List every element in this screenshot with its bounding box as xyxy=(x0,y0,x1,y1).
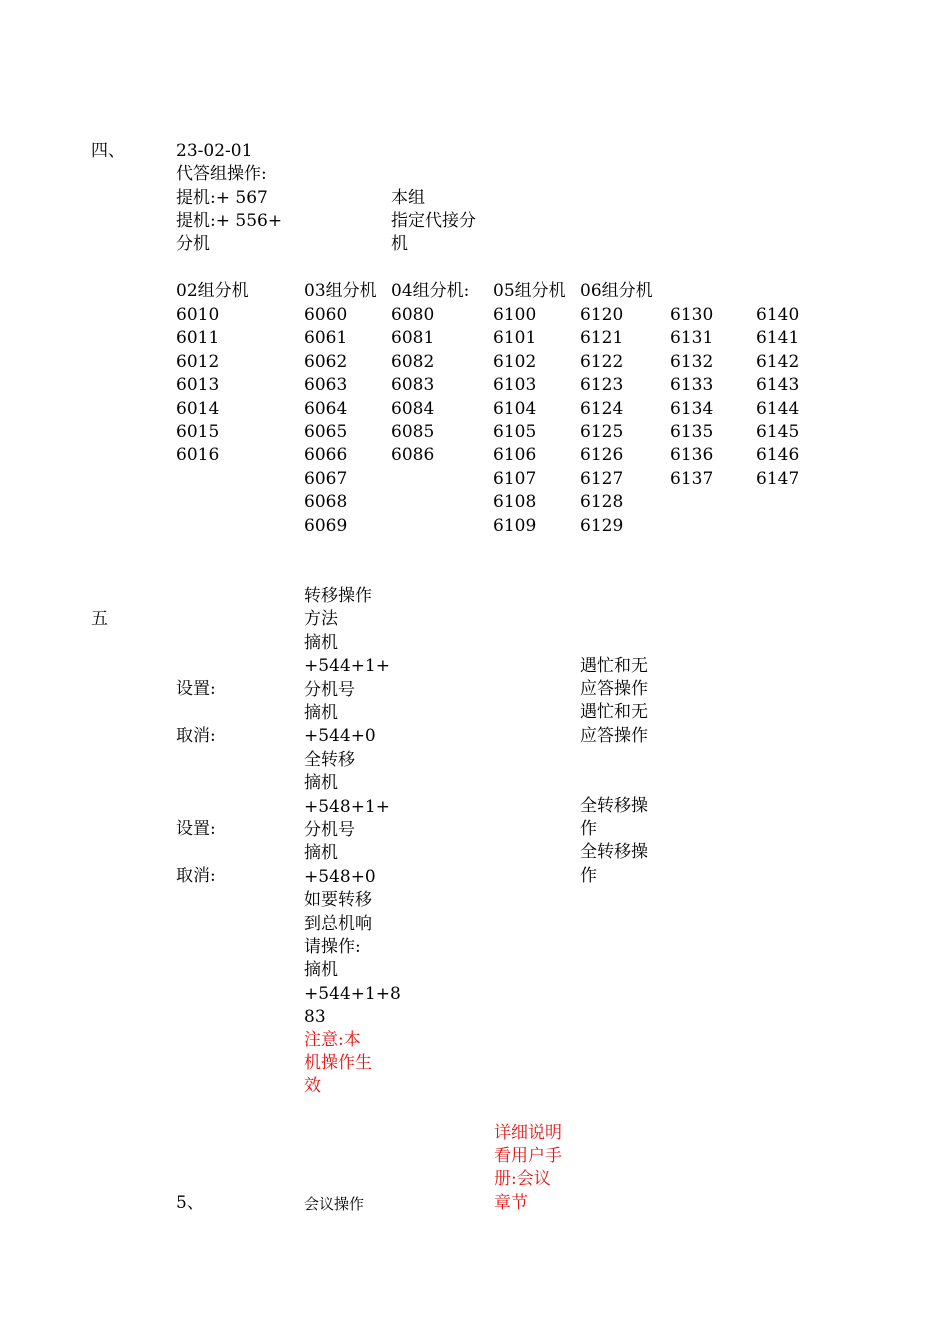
extension-number: 6132 xyxy=(670,351,714,372)
extension-number: 6082 xyxy=(391,351,435,372)
extension-number: 6144 xyxy=(756,398,800,419)
extension-number: 6086 xyxy=(391,445,435,466)
label-cancel-all: 取消: xyxy=(176,866,216,886)
extension-number: 6137 xyxy=(670,468,714,489)
extension-number: 6107 xyxy=(493,468,537,489)
extension-number: 6080 xyxy=(391,305,435,325)
instruction-line: 全转移 xyxy=(304,749,355,770)
instruction-line: +548+0 xyxy=(304,866,376,887)
extension-number: 6120 xyxy=(580,305,624,325)
group-header: 05组分机 xyxy=(493,281,566,301)
desc-busy-4: 应答操作 xyxy=(580,726,648,746)
desc-busy-3: 遇忙和无 xyxy=(580,702,648,722)
desc-all-3: 全转移操 xyxy=(580,842,648,862)
extension-number: 6064 xyxy=(304,398,348,419)
section-marker-5: 五 xyxy=(91,609,108,629)
extension-number: 6143 xyxy=(756,375,800,396)
instruction-line: 摘机 xyxy=(304,843,338,864)
instruction-line: +544+0 xyxy=(304,726,376,747)
extension-number: 6127 xyxy=(580,468,624,489)
extension-number: 6067 xyxy=(304,468,348,489)
note-line-2: 机操作生 xyxy=(304,1053,372,1073)
label-set-all: 设置: xyxy=(176,819,216,839)
extension-number: 6060 xyxy=(304,305,348,325)
desc-busy-2: 应答操作 xyxy=(580,679,648,699)
extension-number: 6014 xyxy=(176,398,220,419)
extension-number: 6141 xyxy=(756,328,800,349)
desc-all-4: 作 xyxy=(580,866,597,886)
manual-note-3: 册:会议 xyxy=(494,1169,551,1189)
instruction-line: 请操作: xyxy=(304,937,361,957)
extension-number: 6142 xyxy=(756,351,800,372)
extension-number: 6140 xyxy=(756,305,800,325)
desc-all-1: 全转移操 xyxy=(580,796,648,816)
extension-number: 6069 xyxy=(304,515,348,536)
note-line-1: 注意:本 xyxy=(304,1030,361,1050)
extension-number: 6126 xyxy=(580,445,624,466)
pickup-desc-1: 本组 xyxy=(391,188,425,208)
pickup-line-1: 提机:+ 567 xyxy=(176,188,268,208)
extension-number: 6015 xyxy=(176,422,220,442)
instruction-line: 摘机 xyxy=(304,960,338,981)
section-marker-conference: 5、 xyxy=(176,1193,204,1213)
extension-number: 6122 xyxy=(580,351,624,372)
group-header: 03组分机 xyxy=(304,281,377,301)
extension-number: 6061 xyxy=(304,328,348,349)
extension-number: 6083 xyxy=(391,375,435,396)
extension-number: 6133 xyxy=(670,375,714,396)
extension-number: 6016 xyxy=(176,445,220,466)
section-title-pickup: 代答组操作: xyxy=(176,164,267,184)
extension-number: 6106 xyxy=(493,445,537,466)
extension-number: 6100 xyxy=(493,305,537,325)
pickup-desc-3: 机 xyxy=(391,234,408,254)
extension-number: 6146 xyxy=(756,445,800,466)
manual-note-1: 详细说明 xyxy=(494,1123,562,1143)
note-line-3: 效 xyxy=(304,1076,321,1096)
extension-number: 6066 xyxy=(304,445,348,466)
extension-number: 6101 xyxy=(493,328,537,349)
extension-number: 6065 xyxy=(304,422,348,442)
extension-number: 6108 xyxy=(493,492,537,513)
pickup-desc-2: 指定代接分 xyxy=(391,211,476,231)
extension-number: 6131 xyxy=(670,328,714,349)
extension-number: 6104 xyxy=(493,398,537,419)
extension-number: 6130 xyxy=(670,305,714,325)
instruction-line: 分机号 xyxy=(304,820,355,840)
extension-number: 6068 xyxy=(304,492,348,513)
extension-number: 6135 xyxy=(670,422,714,442)
desc-busy-1: 遇忙和无 xyxy=(580,656,648,676)
extension-number: 6121 xyxy=(580,328,624,349)
extension-number: 6134 xyxy=(670,398,714,419)
extension-number: 6011 xyxy=(176,328,220,349)
instruction-line: 摘机 xyxy=(304,632,338,653)
instruction-line: +548+1+ xyxy=(304,796,390,817)
desc-all-2: 作 xyxy=(580,819,597,839)
instruction-line: 如要转移 xyxy=(304,890,372,911)
instruction-line: 到总机响 xyxy=(304,913,372,934)
instruction-line: +544+1+8 xyxy=(304,983,401,1004)
group-header: 04组分机: xyxy=(391,281,470,301)
extension-number: 6147 xyxy=(756,468,800,489)
extension-number: 6102 xyxy=(493,351,537,372)
group-header: 06组分机 xyxy=(580,281,653,301)
section-code: 23-02-01 xyxy=(176,141,253,161)
extension-number: 6105 xyxy=(493,422,537,442)
instruction-line: 方法 xyxy=(304,609,338,630)
extension-number: 6081 xyxy=(391,328,435,349)
instruction-line: 摘机 xyxy=(304,773,338,794)
extension-number: 6109 xyxy=(493,515,537,536)
conference-title: 会议操作 xyxy=(304,1195,365,1213)
pickup-line-3: 分机 xyxy=(176,234,210,254)
extension-number: 6125 xyxy=(580,422,624,442)
instruction-line: 分机号 xyxy=(304,679,355,700)
extension-number: 6012 xyxy=(176,351,220,372)
label-cancel-busy: 取消: xyxy=(176,726,216,746)
extension-number: 6145 xyxy=(756,422,800,442)
manual-note-4: 章节 xyxy=(494,1193,528,1213)
instruction-line: 摘机 xyxy=(304,703,338,723)
extension-number: 6136 xyxy=(670,445,714,466)
instruction-line: +544+1+ xyxy=(304,656,390,677)
extension-number: 6010 xyxy=(176,305,220,325)
instruction-line: 83 xyxy=(304,1007,326,1028)
extension-number: 6084 xyxy=(391,398,435,419)
group-header: 02组分机 xyxy=(176,281,249,301)
extension-number: 6123 xyxy=(580,375,624,396)
extension-number: 6129 xyxy=(580,515,624,536)
extension-number: 6103 xyxy=(493,375,537,396)
manual-note-2: 看用户手 xyxy=(494,1146,562,1166)
instruction-line: 转移操作 xyxy=(304,586,372,606)
extension-number: 6013 xyxy=(176,375,220,396)
extension-number: 6063 xyxy=(304,375,348,396)
section-marker-4: 四、 xyxy=(91,141,125,161)
extension-number: 6128 xyxy=(580,492,624,513)
extension-number: 6062 xyxy=(304,351,348,372)
pickup-line-2: 提机:+ 556+ xyxy=(176,211,283,231)
extension-number: 6124 xyxy=(580,398,624,419)
extension-number: 6085 xyxy=(391,422,435,442)
label-set-busy: 设置: xyxy=(176,679,216,699)
